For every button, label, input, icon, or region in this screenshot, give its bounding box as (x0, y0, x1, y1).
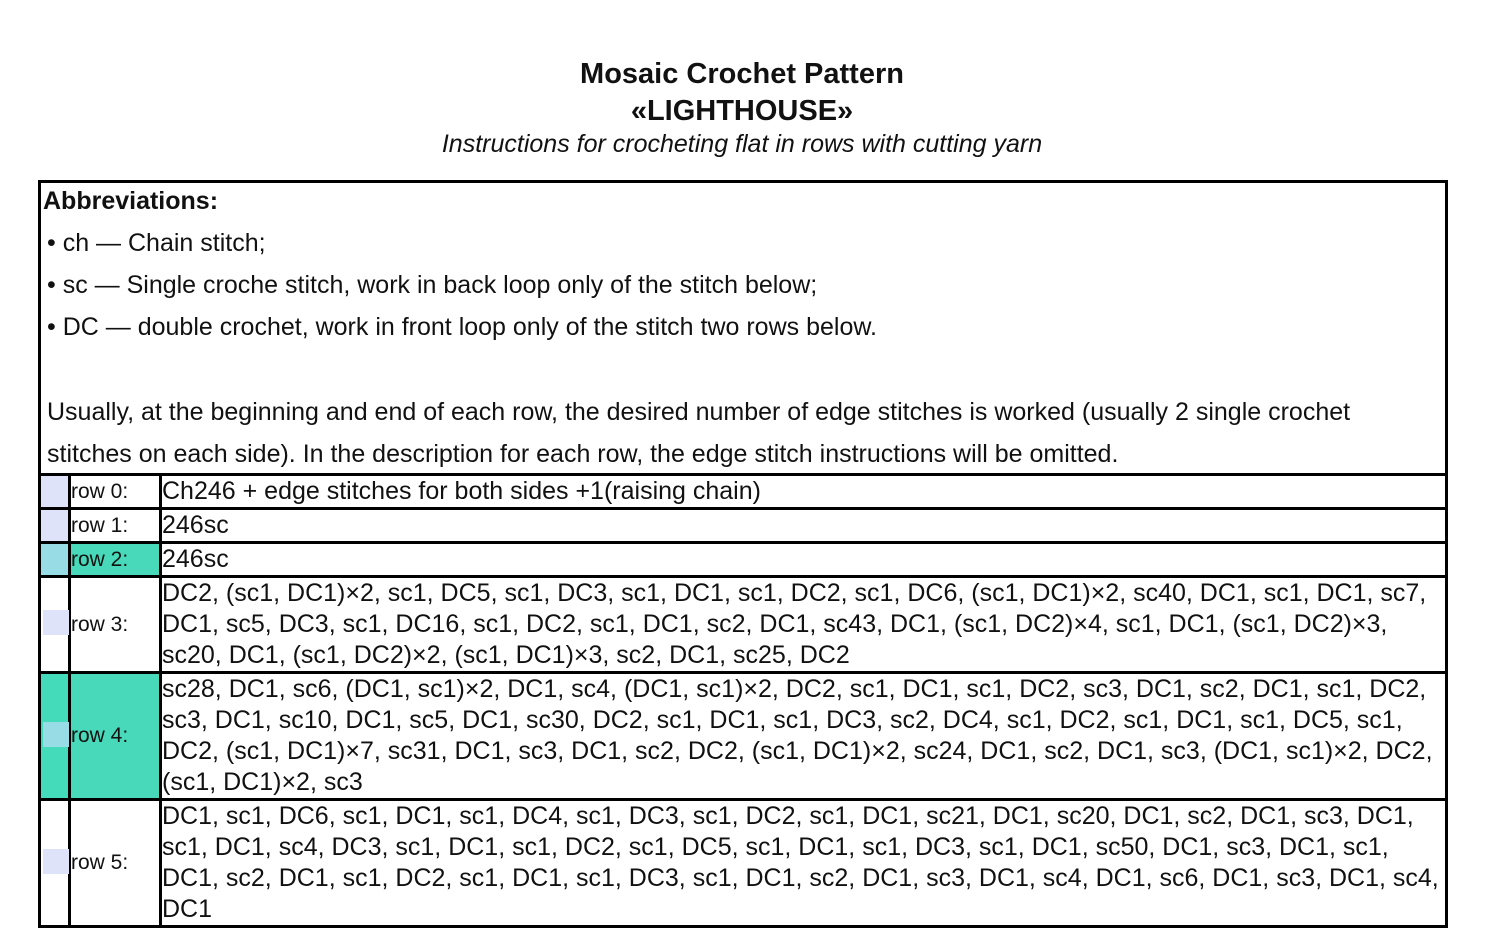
table-row (40, 543, 1447, 577)
row-instructions: 246sc (161, 543, 1447, 577)
abbreviation-sc: • sc — Single croche stitch, work in back loop only of the stitch below; (47, 271, 818, 299)
row-color-swatch (40, 475, 70, 509)
table-row (40, 800, 1447, 927)
page-subtitle: Instructions for crocheting flat in rows with cutting yarn (441, 130, 1043, 158)
abbreviations-heading: Abbreviations: (43, 187, 219, 215)
pattern-header (0, 56, 1484, 160)
row-label: row 5: (70, 800, 161, 927)
table-row (40, 509, 1447, 543)
row-color-swatch (40, 543, 70, 577)
row-color-swatch (40, 673, 70, 800)
edge-stitch-note: Usually, at the beginning and end of each row, the desired number of edge stitches is worked (usually 2 single crochet stitches on each side). In the description for each row, the edge stitch instructions will be omitted. (47, 398, 1351, 468)
row-color-swatch (40, 800, 70, 927)
row-instructions: 246sc (161, 509, 1447, 543)
row-label: row 1: (70, 509, 161, 543)
abbreviations-box (38, 180, 1448, 475)
row-label: row 3: (70, 577, 161, 673)
row-color-swatch (40, 509, 70, 543)
table-row (40, 475, 1447, 509)
table-row (40, 673, 1447, 800)
row-instructions: sc28, DC1, sc6, (DC1, sc1)×2, DC1, sc4, (DC1, sc1)×2, DC2, sc1, DC1, sc1, DC2, sc3, DC1, sc2, DC1, sc1, DC2, sc3, DC1, sc10, DC1, sc5, DC1, sc30, DC2, sc1, DC1, sc1, DC3, sc2, DC4, sc1, DC2, sc1, DC1, sc1, DC5, sc1, DC2, (sc1, DC1)×7, sc31, DC1, sc3, DC1, sc2, DC2, (sc1, DC1)×2, sc24, DC1, sc2, DC1, sc3, (DC1, sc1)×2, DC2, (sc1, DC1)×2, sc3 (161, 673, 1447, 800)
table-row (40, 577, 1447, 673)
pattern-name: «LIGHTHOUSE» (630, 95, 854, 127)
page-title: Mosaic Crochet Pattern (580, 58, 904, 90)
row-instructions-table (38, 473, 1448, 928)
row-instructions: DC2, (sc1, DC1)×2, sc1, DC5, sc1, DC3, sc1, DC1, sc1, DC2, sc1, DC6, (sc1, DC1)×2, sc40, DC1, sc1, DC1, sc7, DC1, sc5, DC3, sc1, DC16, sc1, DC2, sc1, DC1, sc2, DC1, sc43, DC1, (sc1, DC2)×4, sc1, DC1, (sc1, DC2)×3, sc20, DC1, (sc1, DC2)×2, (sc1, DC1)×3, sc2, DC1, sc25, DC2 (161, 577, 1447, 673)
abbreviation-dc: • DC — double crochet, work in front loop only of the stitch two rows below. (47, 313, 877, 341)
row-color-swatch (40, 577, 70, 673)
row-label: row 4: (70, 673, 161, 800)
row-label: row 2: (70, 543, 161, 577)
row-instructions: Ch246 + edge stitches for both sides +1(raising chain) (161, 475, 1447, 509)
row-instructions: DC1, sc1, DC6, sc1, DC1, sc1, DC4, sc1, DC3, sc1, DC2, sc1, DC1, sc21, DC1, sc20, DC1, sc2, DC1, sc3, DC1, sc1, DC1, sc4, DC3, sc1, DC1, sc1, DC2, sc1, DC5, sc1, DC1, sc1, DC3, sc1, DC1, sc50, DC1, sc3, DC1, sc1, DC1, sc2, DC1, sc1, DC2, sc1, DC1, sc1, DC3, sc1, DC1, sc2, DC1, sc3, DC1, sc4, DC1, sc6, DC1, sc3, DC1, sc4, DC1 (161, 800, 1447, 927)
row-label: row 0: (70, 475, 161, 509)
abbreviation-ch: • ch — Chain stitch; (47, 229, 266, 257)
